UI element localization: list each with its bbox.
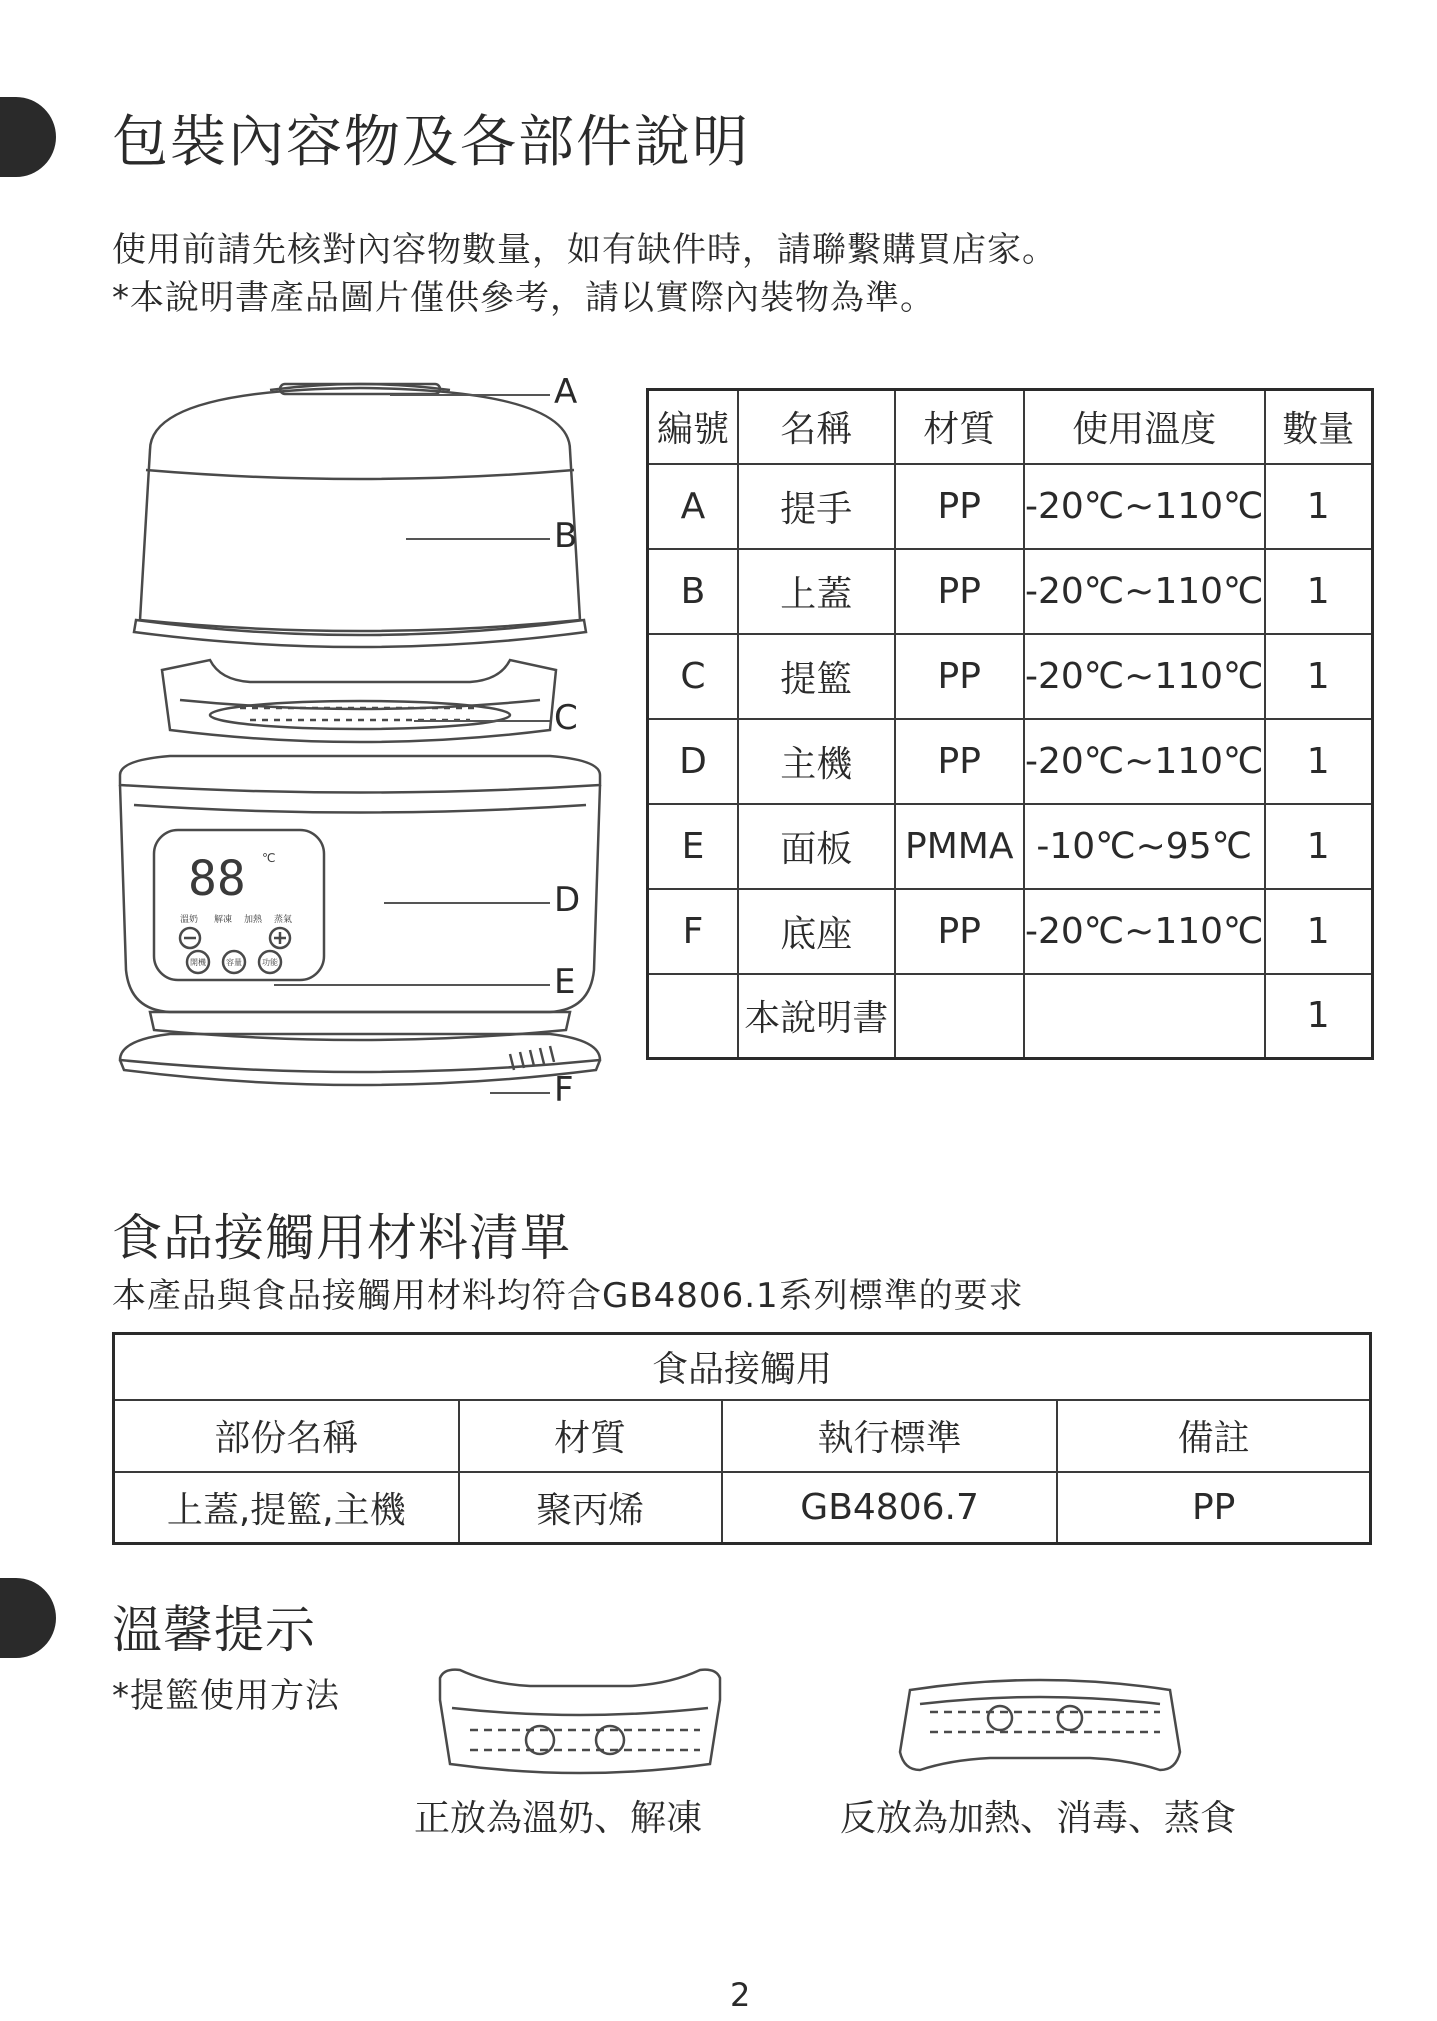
cell: -20℃~110℃: [1024, 464, 1265, 549]
cell: 面板: [738, 804, 895, 889]
header-number: 編號: [648, 390, 738, 464]
food-contact-title: 食品接觸用材料清單: [112, 1209, 571, 1267]
header-material: 材質: [459, 1400, 722, 1472]
leader-line-c: [414, 720, 550, 722]
header-standard: 執行標準: [722, 1400, 1058, 1472]
cell: 提手: [738, 464, 895, 549]
cell: A: [648, 464, 738, 549]
label-c: C: [554, 698, 578, 738]
header-temperature: 使用溫度: [1024, 390, 1265, 464]
cell: -20℃~110℃: [1024, 889, 1265, 974]
caption-upright: 正放為溫奶、解凍: [414, 1798, 703, 1839]
cell: 1: [1265, 719, 1373, 804]
cell: [1024, 974, 1265, 1059]
food-contact-intro: 本產品與食品接觸用材料均符合GB4806.1系列標準的要求: [112, 1276, 1024, 1316]
header-name: 名稱: [738, 390, 895, 464]
cell: 1: [1265, 634, 1373, 719]
cell: GB4806.7: [722, 1472, 1058, 1544]
basket-inverted-illustration: [890, 1660, 1190, 1790]
table-row: [648, 974, 1373, 1059]
food-table-title: 食品接觸用: [114, 1334, 1371, 1400]
table-row: [648, 719, 1373, 804]
cell: D: [648, 719, 738, 804]
cell: 上蓋,提籃,主機: [114, 1472, 459, 1544]
basket-upright-illustration: [430, 1660, 730, 1790]
disclaimer-text: *本說明書產品圖片僅供參考，請以實際內裝物為準。: [112, 278, 935, 318]
cell: E: [648, 804, 738, 889]
svg-text:容量: 容量: [226, 958, 242, 967]
cell: 1: [1265, 974, 1373, 1059]
cell: 1: [1265, 549, 1373, 634]
cell: 主機: [738, 719, 895, 804]
cell: [895, 974, 1024, 1059]
caption-inverted: 反放為加熱、消毒、蒸食: [840, 1798, 1237, 1839]
cell: F: [648, 889, 738, 974]
food-table-header: [114, 1400, 1371, 1472]
cell: -20℃~110℃: [1024, 719, 1265, 804]
table-row: [114, 1472, 1371, 1544]
table-row: [648, 889, 1373, 974]
cell: 底座: [738, 889, 895, 974]
page-number: 2: [730, 1976, 751, 2014]
part-f-base: [120, 1034, 600, 1085]
cell: PP: [895, 464, 1024, 549]
intro-text: 使用前請先核對內容物數量，如有缺件時，請聯繫購買店家。: [112, 230, 1057, 270]
leader-line-b: [406, 538, 550, 540]
cell: PP: [895, 889, 1024, 974]
table-row: [648, 549, 1373, 634]
header-quantity: 數量: [1265, 390, 1373, 464]
leader-line-d: [384, 902, 550, 904]
cell: PP: [895, 549, 1024, 634]
part-e-panel: [154, 830, 324, 980]
section-marker: [0, 1578, 56, 1658]
header-remark: 備註: [1057, 1400, 1370, 1472]
header-material: 材質: [895, 390, 1024, 464]
label-f: F: [554, 1070, 574, 1110]
panel-display: 88: [188, 851, 246, 907]
svg-text:解凍: 解凍: [214, 915, 233, 925]
label-a: A: [554, 372, 578, 412]
cell: C: [648, 634, 738, 719]
parts-table: [646, 388, 1374, 1060]
cell: 1: [1265, 464, 1373, 549]
section-marker: [0, 97, 56, 177]
header-part-name: 部份名稱: [114, 1400, 459, 1472]
svg-text:功能: 功能: [262, 958, 278, 967]
food-contact-table: [112, 1332, 1372, 1545]
page-title: 包裝內容物及各部件說明: [112, 110, 750, 175]
cell: -20℃~110℃: [1024, 549, 1265, 634]
leader-line-f: [490, 1092, 550, 1094]
cell: 聚丙烯: [459, 1472, 722, 1544]
part-c-basket: [162, 660, 556, 742]
svg-text:加熱: 加熱: [244, 915, 263, 925]
svg-text:溫奶: 溫奶: [180, 915, 199, 925]
svg-text:蒸氣: 蒸氣: [274, 915, 293, 925]
table-row: [648, 464, 1373, 549]
cell: -10℃~95℃: [1024, 804, 1265, 889]
leader-line-a: [390, 394, 550, 396]
cell: B: [648, 549, 738, 634]
cell: 1: [1265, 889, 1373, 974]
table-row: [648, 804, 1373, 889]
svg-text:開機: 開機: [190, 958, 206, 967]
cell: 1: [1265, 804, 1373, 889]
leader-line-e: [274, 984, 550, 986]
cell: 本說明書: [738, 974, 895, 1059]
product-diagram: [110, 370, 710, 1110]
label-b: B: [554, 516, 578, 556]
cell: 提籃: [738, 634, 895, 719]
basket-usage-subtitle: *提籃使用方法: [112, 1676, 340, 1716]
cell: PP: [895, 634, 1024, 719]
part-b-lid: [134, 388, 586, 647]
cell: PP: [895, 719, 1024, 804]
cell: -20℃~110℃: [1024, 634, 1265, 719]
svg-text:℃: ℃: [262, 851, 276, 865]
parts-table-header: [648, 390, 1373, 464]
cell: 上蓋: [738, 549, 895, 634]
label-e: E: [554, 962, 576, 1002]
tips-title: 溫馨提示: [112, 1601, 316, 1659]
table-row: [648, 634, 1373, 719]
cell: PMMA: [895, 804, 1024, 889]
cell: [648, 974, 738, 1059]
label-d: D: [554, 880, 581, 920]
cell: PP: [1057, 1472, 1370, 1544]
